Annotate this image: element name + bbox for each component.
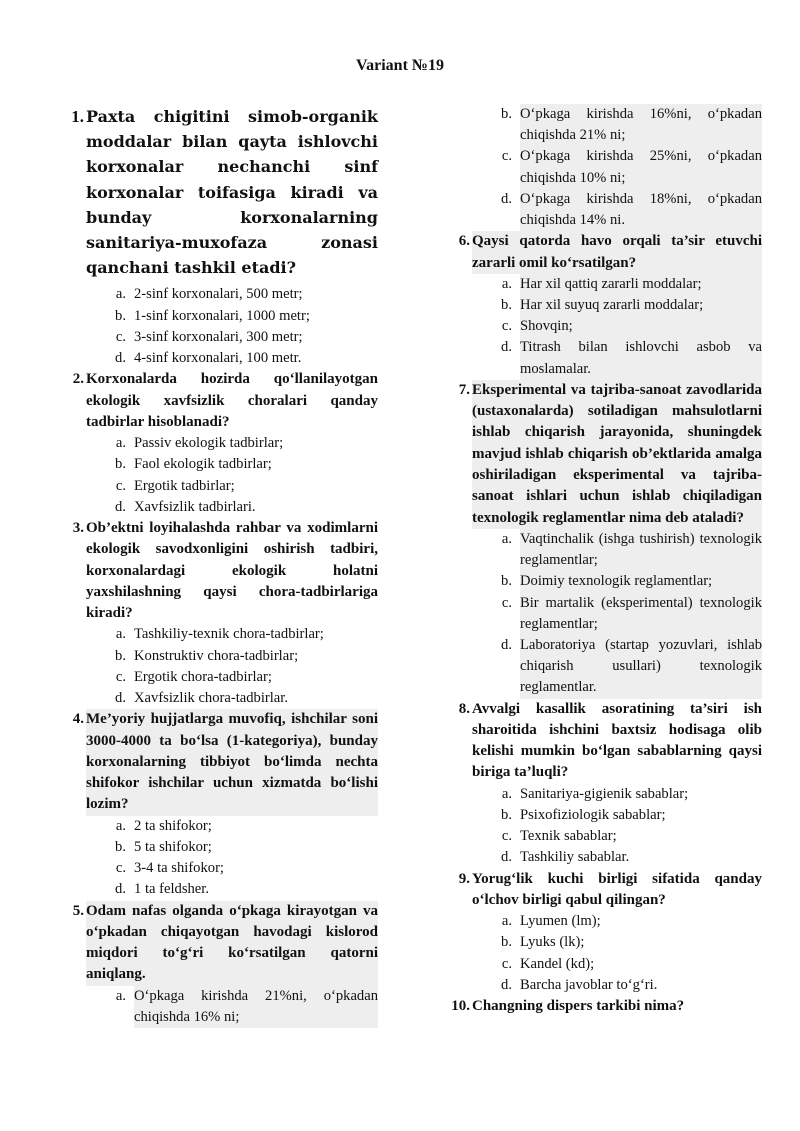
question-text: Odam nafas olganda o‘pkaga kirayotgan va o‘pkadan chiqayotgan havodagi kislorod miqdori to‘g‘ri ko‘rsatilgan qatorni aniqlang. <box>86 901 378 986</box>
question-number: 2. <box>72 371 84 388</box>
option-text: Laboratoriya (startap yozuvlari, ishlab chiqarish usullari) texnologik reglamentlar. <box>520 635 762 699</box>
option-a <box>56 624 378 645</box>
option-letter: b. <box>501 806 512 823</box>
option-letter: a. <box>115 987 126 1004</box>
option-text: Faol ekologik tadbirlar; <box>134 456 272 473</box>
option-text: O‘pkaga kirishda 18%ni, o‘pkadan chiqishda 14% ni. <box>520 189 762 231</box>
option-d <box>56 688 378 709</box>
option-a <box>442 529 762 571</box>
option-text: Titrash bilan ishlovchi asbob va moslamalar. <box>520 337 762 379</box>
question-number: 9. <box>458 870 470 887</box>
option-letter: c. <box>501 594 512 611</box>
question-7 <box>442 380 762 529</box>
option-d <box>442 337 762 379</box>
option-letter: d. <box>115 350 126 367</box>
option-b <box>56 837 378 858</box>
option-letter: a. <box>115 626 126 643</box>
question-text: Me’yoriy hujjatlarga muvofiq, ishchilar soni 3000-4000 ta bo‘lsa (1-kategoriya), bunday korxonalarning tibbiyot bo‘limda nechta shifokor ishchilar uchun xizmatda bo‘lishi lozim? <box>86 709 378 815</box>
option-letter: d. <box>501 190 512 207</box>
option-text: Xavfsizlik tadbirlari. <box>134 498 256 515</box>
option-text: O‘pkaga kirishda 21%ni, o‘pkadan chiqishda 16% ni; <box>134 986 378 1028</box>
option-text: Vaqtinchalik (ishga tushirish) texnologik reglamentlar; <box>520 529 762 571</box>
options-list <box>56 986 378 1028</box>
question-text: Avvalgi kasallik asoratining ta’siri ish sharoitida ishchini baxtsiz hodisaga olib kelishi mumkin bo‘lgan sabablarning qaysi biriga ta’luqli? <box>472 700 762 781</box>
option-a <box>442 784 762 805</box>
option-text: 2-sinf korxonalari, 500 metr; <box>134 286 303 303</box>
option-c <box>442 593 762 635</box>
question-number: 4. <box>72 711 84 728</box>
option-b <box>442 571 762 592</box>
option-text: Xavfsizlik chora-tadbirlar. <box>134 690 288 707</box>
option-letter: a. <box>501 913 512 930</box>
option-letter: b. <box>501 106 512 122</box>
option-text: O‘pkaga kirishda 25%ni, o‘pkadan chiqishda 10% ni; <box>520 146 762 188</box>
option-d <box>442 847 762 868</box>
page-title: Variant №19 <box>356 57 444 74</box>
options-list <box>442 529 762 699</box>
options-list <box>56 816 378 901</box>
left-column <box>56 104 378 1028</box>
option-letter: c. <box>501 955 512 972</box>
option-text: Har xil suyuq zararli moddalar; <box>520 295 762 316</box>
option-b <box>56 454 378 475</box>
option-letter: b. <box>115 838 126 855</box>
option-text: 1-sinf korxonalari, 1000 metr; <box>134 307 310 324</box>
option-c <box>442 826 762 847</box>
option-letter: d. <box>115 498 126 515</box>
question-number: 6. <box>458 233 470 250</box>
question-9 <box>442 869 762 912</box>
option-c <box>56 476 378 497</box>
option-text: Texnik sabablar; <box>520 828 617 845</box>
option-letter: a. <box>115 817 126 834</box>
question-3 <box>56 518 378 624</box>
option-text: Shovqin; <box>520 316 762 337</box>
option-letter: d. <box>501 339 512 356</box>
options-list <box>56 433 378 518</box>
option-text: Har xil qattiq zararli moddalar; <box>520 274 762 295</box>
option-letter: d. <box>501 849 512 866</box>
option-a <box>442 274 762 295</box>
option-text: Psixofiziologik sabablar; <box>520 806 666 823</box>
option-text: Konstruktiv chora-tadbirlar; <box>134 647 299 664</box>
question-8 <box>442 699 762 784</box>
question-number: 8. <box>458 700 470 717</box>
option-c <box>56 858 378 879</box>
option-b <box>442 295 762 316</box>
option-b <box>56 306 378 327</box>
right-column <box>442 104 762 1017</box>
question-number: 10. <box>451 997 470 1014</box>
option-a <box>56 284 378 305</box>
option-text: Tashkiliy-texnik chora-tadbirlar; <box>134 626 324 643</box>
question-text: Qaysi qatorda havo orqali ta’sir etuvchi zararli omil ko‘rsatilgan? <box>472 231 762 274</box>
option-text: 3-sinf korxonalari, 300 metr; <box>134 328 303 345</box>
option-letter: b. <box>501 573 512 590</box>
options-list <box>442 274 762 380</box>
option-text: 3-4 ta shifokor; <box>134 860 224 877</box>
options-list <box>442 911 762 996</box>
option-letter: b. <box>115 647 126 664</box>
option-c <box>442 316 762 337</box>
question-number: 5. <box>72 902 84 919</box>
option-d <box>442 975 762 996</box>
option-c <box>56 667 378 688</box>
question-4 <box>56 709 378 815</box>
option-letter: b. <box>115 456 126 473</box>
option-letter: b. <box>501 297 512 314</box>
options-list <box>56 284 378 369</box>
option-text: Doimiy texnologik reglamentlar; <box>520 571 762 592</box>
option-c <box>442 954 762 975</box>
option-text: Ergotik tadbirlar; <box>134 477 235 494</box>
option-text: O‘pkaga kirishda 16%ni, o‘pkadan chiqishda 21% ni; <box>520 104 762 146</box>
option-letter: c. <box>115 668 126 685</box>
option-letter: c. <box>501 318 512 335</box>
question-text: Eksperimental va tajriba-sanoat zavodlarida (ustaxonalarda) sotiladigan mahsulotlarni ishlab chiqarish jarayonida, shuningdek mavjud ishlab chiqarish ob’ektlarida amalga oshiriladigan eksperimental va tajriba-sanoat ishlari uchun ishlab chiqiladigan texnologik reglamentlar nima deb ataladi? <box>472 380 762 529</box>
option-text: Barcha javoblar to‘g‘ri. <box>520 976 658 993</box>
option-letter: d. <box>115 690 126 707</box>
option-b <box>442 805 762 826</box>
question-6 <box>442 231 762 274</box>
option-text: Lyuks (lk); <box>520 934 585 951</box>
option-b <box>56 646 378 667</box>
option-letter: c. <box>115 328 126 345</box>
option-letter: b. <box>501 934 512 951</box>
option-letter: a. <box>115 435 126 452</box>
question-1 <box>56 104 378 280</box>
option-d <box>56 879 378 900</box>
option-c <box>56 327 378 348</box>
option-letter: c. <box>115 860 126 877</box>
question-text: Ob’ektni loyihalashda rahbar va xodimlarni ekologik savodxonligini oshirish tadbiri, korxonalardagi ekologik holatni yaxshilashning qaysi chora-tadbirlariga kiradi? <box>86 519 378 622</box>
option-d <box>56 497 378 518</box>
option-text: 2 ta shifokor; <box>134 817 212 834</box>
question-10 <box>442 996 762 1017</box>
option-letter: d. <box>501 636 512 653</box>
option-letter: a. <box>501 785 512 802</box>
question-text: Paxta chigitini simob-organik moddalar bilan qayta ishlovchi korxonalar nechanchi sinf korxonalar toifasiga kiradi va bunday korxonalarning sanitariya-muxofaza zonasi qanchani tashkil etadi? <box>86 107 378 278</box>
option-letter: c. <box>501 148 512 165</box>
option-text: Tashkiliy sabablar. <box>520 849 630 866</box>
option-letter: d. <box>501 976 512 993</box>
option-b <box>442 104 762 146</box>
option-d <box>56 348 378 369</box>
option-text: Ergotik chora-tadbirlar; <box>134 668 272 685</box>
option-text: Kandel (kd); <box>520 955 595 972</box>
option-text: 4-sinf korxonalari, 100 metr. <box>134 350 302 367</box>
option-a <box>442 911 762 932</box>
option-a <box>56 433 378 454</box>
option-letter: a. <box>115 286 126 303</box>
option-text: 1 ta feldsher. <box>134 881 209 898</box>
option-a <box>56 986 378 1028</box>
option-letter: d. <box>115 881 126 898</box>
question-5 <box>56 901 378 986</box>
question-2 <box>56 369 378 433</box>
option-letter: b. <box>115 307 126 324</box>
option-c <box>442 146 762 188</box>
option-letter: c. <box>115 477 126 494</box>
option-text: 5 ta shifokor; <box>134 838 212 855</box>
options-list <box>56 624 378 709</box>
option-a <box>56 816 378 837</box>
options-list <box>442 784 762 869</box>
option-letter: a. <box>501 275 512 292</box>
option-text: Passiv ekologik tadbirlar; <box>134 435 284 452</box>
question-text: Yorug‘lik kuchi birligi sifatida qanday o‘lchov birligi qabul qilingan? <box>472 870 762 908</box>
option-d <box>442 635 762 699</box>
question-number: 7. <box>458 381 470 398</box>
option-b <box>442 932 762 953</box>
question-text: Changning dispers tarkibi nima? <box>472 997 685 1014</box>
question-text: Korxonalarda hozirda qo‘llanilayotgan ekologik xavfsizlik choralari qanday tadbirlar hisoblanadi? <box>86 371 378 430</box>
options-list <box>442 104 762 231</box>
option-letter: a. <box>501 530 512 547</box>
question-number: 3. <box>72 519 84 536</box>
option-text: Bir martalik (eksperimental) texnologik reglamentlar; <box>520 593 762 635</box>
option-letter: c. <box>501 828 512 845</box>
question-number: 1. <box>71 107 84 126</box>
option-text: Sanitariya-gigienik sabablar; <box>520 785 689 802</box>
option-d <box>442 189 762 231</box>
option-text: Lyumen (lm); <box>520 913 601 930</box>
